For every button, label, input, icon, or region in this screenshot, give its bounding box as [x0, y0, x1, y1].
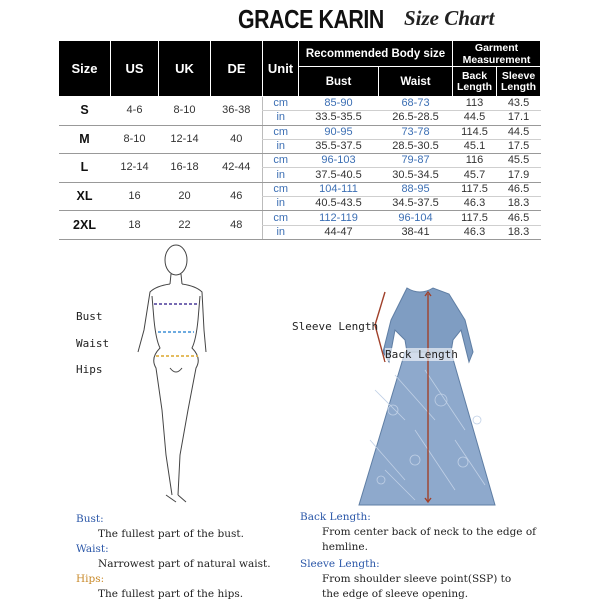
bust-cell: 104-111 — [299, 182, 379, 196]
unit-cell: in — [263, 197, 299, 211]
unit-cell: in — [263, 225, 299, 239]
us-cell: 16 — [111, 182, 159, 211]
back-length-cell: 113 — [453, 97, 497, 111]
dress-illustration — [345, 280, 515, 510]
waist-cell: 34.5-37.5 — [379, 197, 453, 211]
back-length-cell: 117.5 — [453, 211, 497, 225]
definitions-left — [76, 512, 296, 600]
sleeve-length-cell: 44.5 — [497, 125, 541, 139]
unit-cell: cm — [263, 182, 299, 196]
waist-cell: 26.5-28.5 — [379, 111, 453, 125]
header-unit: Unit — [263, 41, 299, 97]
unit-cell: cm — [263, 97, 299, 111]
size-cell: XL — [59, 182, 111, 211]
figure-label-waist: Waist — [76, 337, 110, 350]
sleeve-length-cell: 18.3 — [497, 225, 541, 239]
waist-cell: 79-87 — [379, 154, 453, 168]
uk-cell: 12-14 — [159, 125, 211, 154]
de-cell: 36-38 — [211, 97, 263, 126]
back-length-cell: 44.5 — [453, 111, 497, 125]
sleeve-length-cell: 17.1 — [497, 111, 541, 125]
waist-cell: 96-104 — [379, 211, 453, 225]
sleeve-length-cell: 46.5 — [497, 211, 541, 225]
figure-label-hips: Hips — [76, 363, 103, 376]
uk-cell: 20 — [159, 182, 211, 211]
us-cell: 4-6 — [111, 97, 159, 126]
back-length-cell: 45.1 — [453, 139, 497, 153]
de-cell: 40 — [211, 125, 263, 154]
header-size: Size — [59, 41, 111, 97]
sleeve-length-cell: 18.3 — [497, 197, 541, 211]
bust-cell: 35.5-37.5 — [299, 139, 379, 153]
uk-cell: 22 — [159, 211, 211, 240]
waist-cell: 30.5-34.5 — [379, 168, 453, 182]
sleeve-length-cell: 45.5 — [497, 154, 541, 168]
header-uk: UK — [159, 41, 211, 97]
bust-cell: 44-47 — [299, 225, 379, 239]
sleeve-length-cell: 17.9 — [497, 168, 541, 182]
header-bust: Bust — [299, 67, 379, 97]
header-recommended: Recommended Body size — [299, 41, 453, 67]
header-back-length: Back Length — [453, 67, 497, 97]
uk-cell: 8-10 — [159, 97, 211, 126]
table-row — [59, 211, 541, 225]
def-sleeve-text-2: the edge of sleeve opening. — [322, 588, 469, 600]
waist-cell: 38-41 — [379, 225, 453, 239]
uk-cell: 16-18 — [159, 154, 211, 183]
unit-cell: in — [263, 111, 299, 125]
def-back-key: Back Length: — [300, 511, 371, 523]
header-sleeve-length: Sleeve Length — [497, 67, 541, 97]
figure-label-back-length: Back Length — [385, 348, 458, 361]
unit-cell: in — [263, 168, 299, 182]
def-waist-key: Waist: — [76, 543, 109, 555]
back-length-cell: 45.7 — [453, 168, 497, 182]
def-sleeve-key: Sleeve Length: — [300, 558, 380, 570]
size-table — [58, 40, 541, 240]
waist-cell: 68-73 — [379, 97, 453, 111]
def-bust-key: Bust: — [76, 513, 104, 525]
size-cell: M — [59, 125, 111, 154]
sleeve-length-cell: 43.5 — [497, 97, 541, 111]
size-cell: 2XL — [59, 211, 111, 240]
bust-cell: 33.5-35.5 — [299, 111, 379, 125]
back-length-cell: 116 — [453, 154, 497, 168]
brand-logo: GRACE KARIN — [238, 4, 384, 34]
bust-cell: 112-119 — [299, 211, 379, 225]
back-length-cell: 46.3 — [453, 197, 497, 211]
unit-cell: cm — [263, 211, 299, 225]
table-row — [59, 125, 541, 139]
table-row — [59, 182, 541, 196]
header-us: US — [111, 41, 159, 97]
us-cell: 18 — [111, 211, 159, 240]
back-length-cell: 46.3 — [453, 225, 497, 239]
sleeve-length-cell: 17.5 — [497, 139, 541, 153]
size-cell: L — [59, 154, 111, 183]
de-cell: 48 — [211, 211, 263, 240]
def-back-text-1: From center back of neck to the edge of — [322, 526, 537, 538]
bust-cell: 85-90 — [299, 97, 379, 111]
def-hips-key: Hips: — [76, 573, 105, 585]
body-figure-illustration — [120, 240, 230, 510]
unit-cell: in — [263, 139, 299, 153]
size-chart-title: Size Chart — [404, 6, 495, 30]
bust-cell: 96-103 — [299, 154, 379, 168]
waist-cell: 88-95 — [379, 182, 453, 196]
header-de: DE — [211, 41, 263, 97]
figure-label-sleeve-length: Sleeve Length — [292, 320, 379, 333]
def-sleeve-text-1: From shoulder sleeve point(SSP) to — [322, 573, 512, 585]
unit-cell: cm — [263, 125, 299, 139]
sleeve-length-cell: 46.5 — [497, 182, 541, 196]
table-row — [59, 97, 541, 111]
bust-cell: 37.5-40.5 — [299, 168, 379, 182]
table-row — [59, 154, 541, 168]
def-bust-text: The fullest part of the bust. — [98, 528, 244, 540]
def-back-text-2: hemline. — [322, 541, 368, 553]
bust-cell: 90-95 — [299, 125, 379, 139]
waist-cell: 73-78 — [379, 125, 453, 139]
us-cell: 8-10 — [111, 125, 159, 154]
de-cell: 46 — [211, 182, 263, 211]
definitions-right — [300, 510, 590, 600]
waist-cell: 28.5-30.5 — [379, 139, 453, 153]
header-waist: Waist — [379, 67, 453, 97]
de-cell: 42-44 — [211, 154, 263, 183]
bust-cell: 40.5-43.5 — [299, 197, 379, 211]
us-cell: 12-14 — [111, 154, 159, 183]
figure-label-bust: Bust — [76, 310, 103, 323]
size-cell: S — [59, 97, 111, 126]
back-length-cell: 114.5 — [453, 125, 497, 139]
unit-cell: cm — [263, 154, 299, 168]
header-garment: Garment Measurement — [453, 41, 541, 67]
def-hips-text: The fullest part of the hips. — [98, 588, 244, 600]
back-length-cell: 117.5 — [453, 182, 497, 196]
def-waist-text: Narrowest part of natural waist. — [98, 558, 271, 570]
